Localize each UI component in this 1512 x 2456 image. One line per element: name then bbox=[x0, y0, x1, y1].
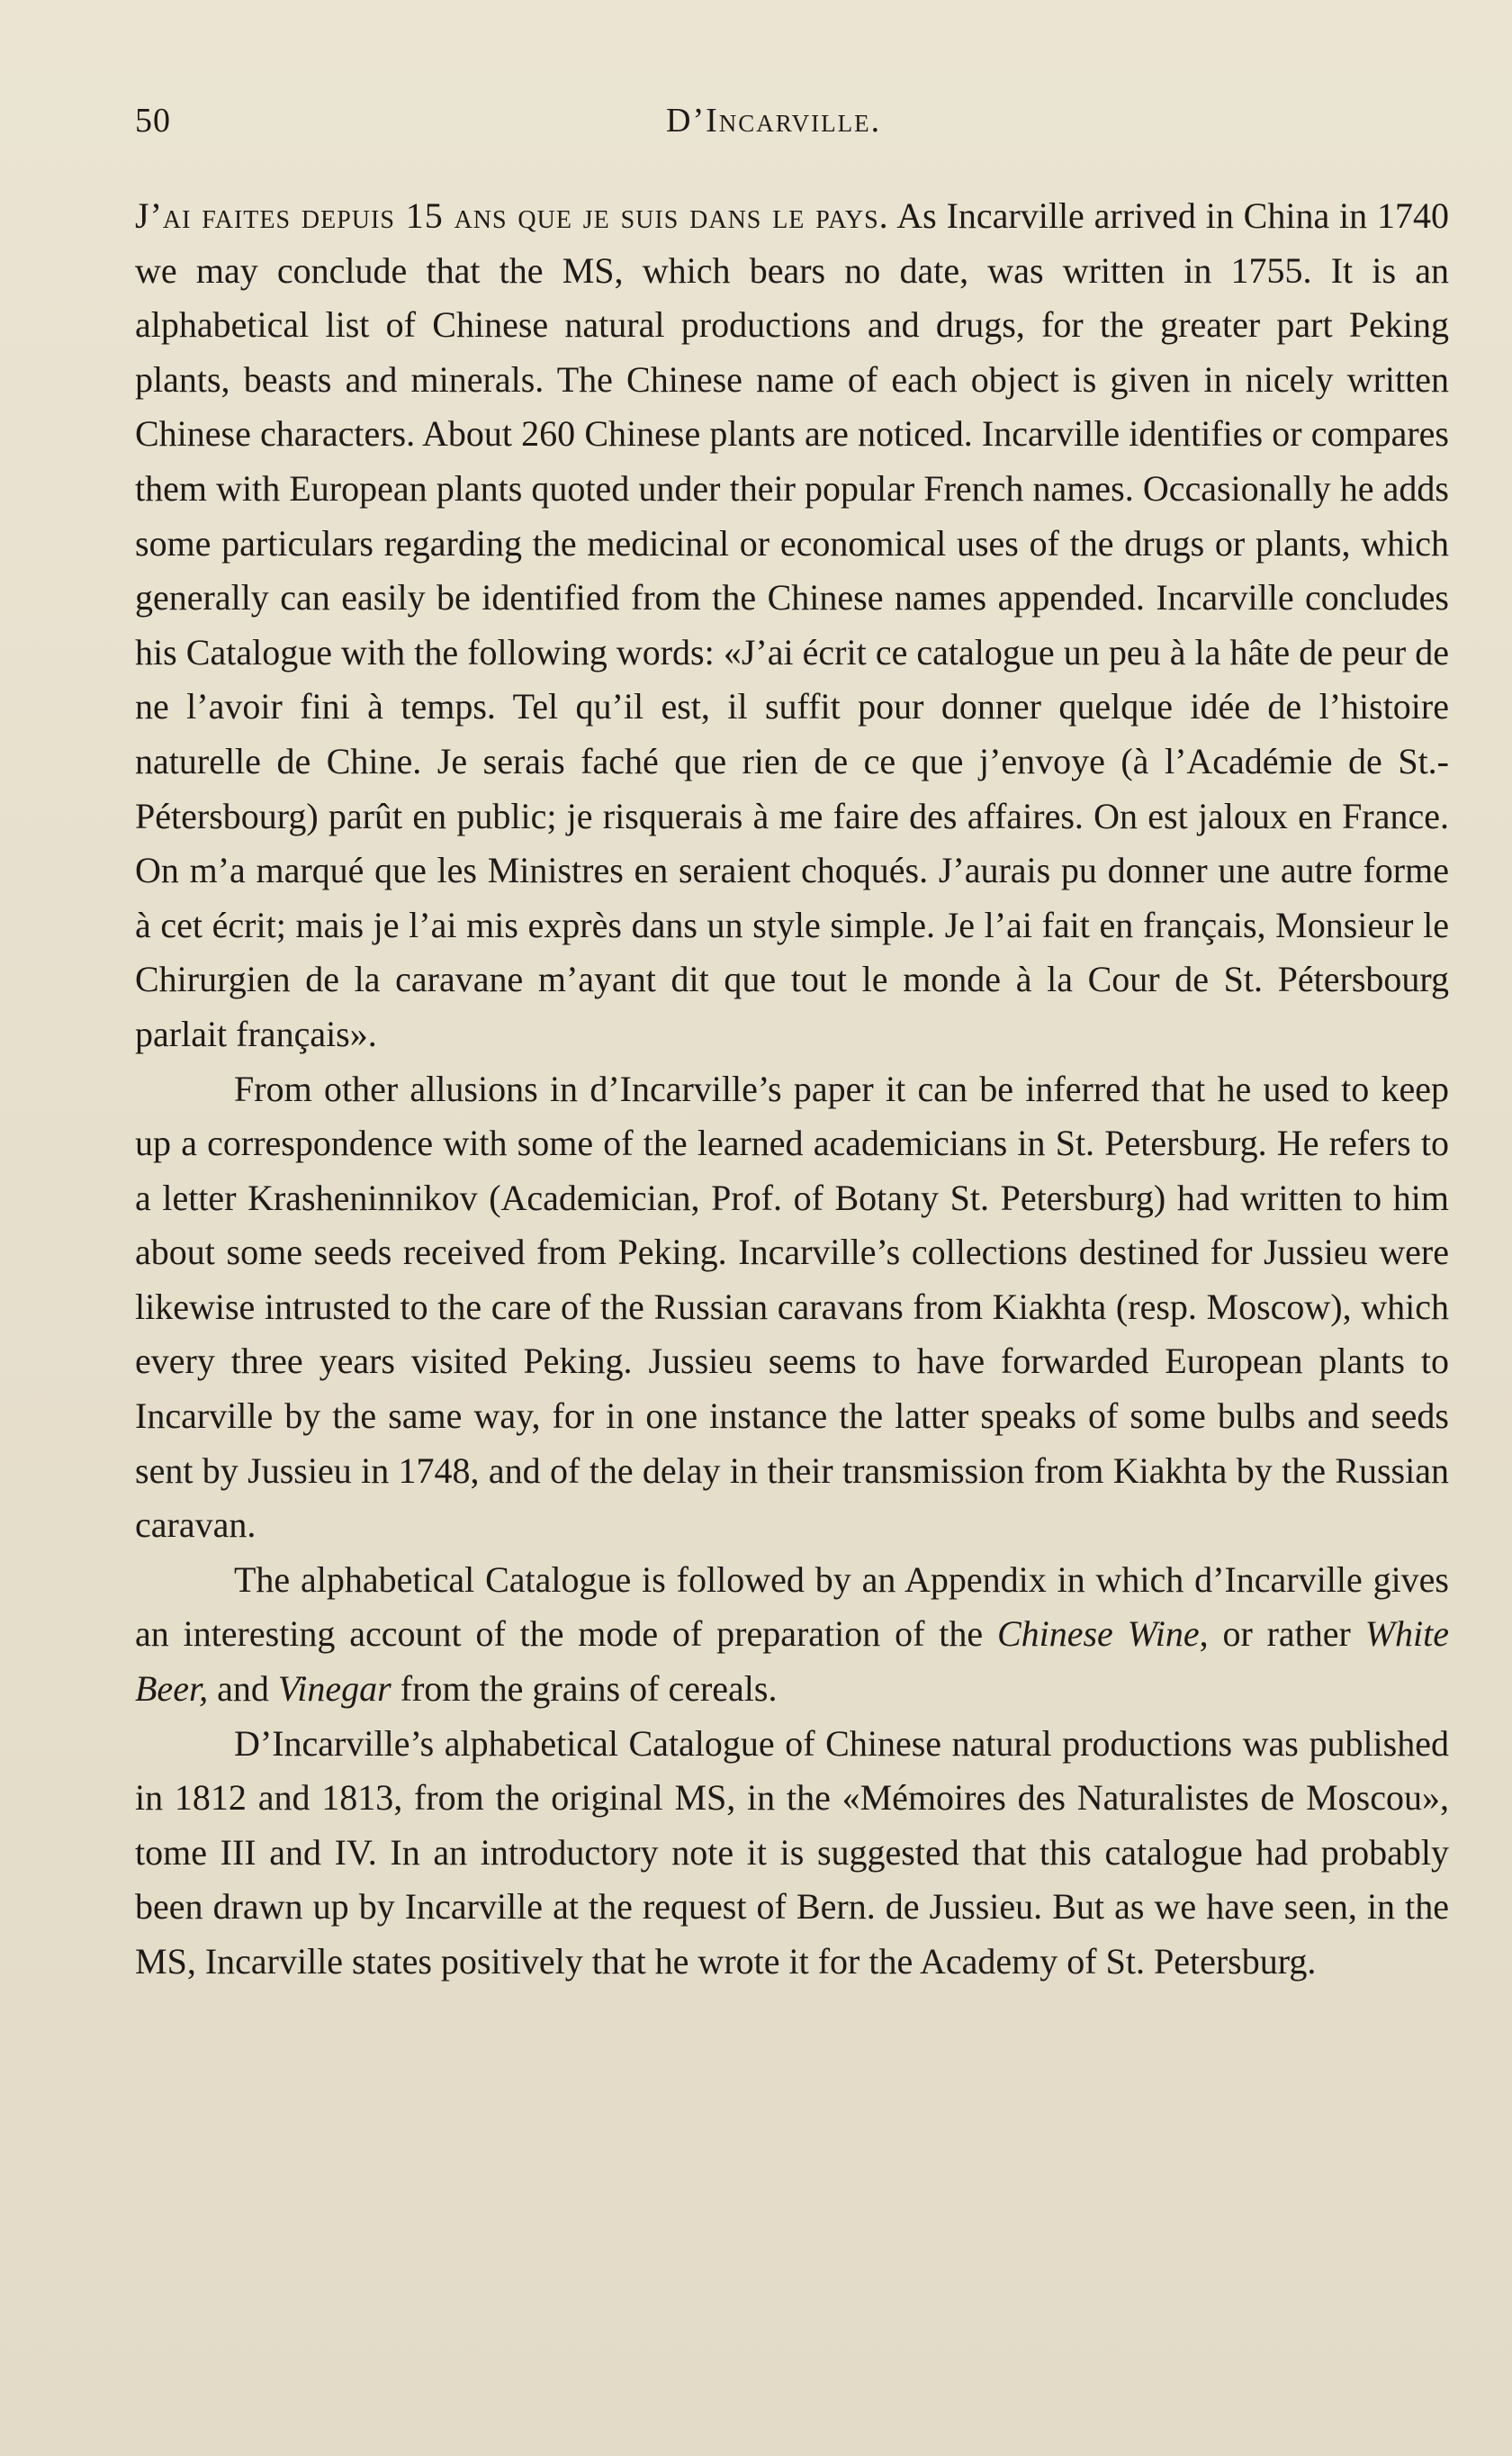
paragraph-2 bbox=[135, 1062, 1449, 1553]
body-text bbox=[135, 189, 1449, 1990]
page-number: 50 bbox=[135, 102, 171, 140]
paragraph-3-text-mid-2: and bbox=[208, 1668, 278, 1710]
paragraph-3-text-mid-1: , or rather bbox=[1199, 1613, 1365, 1655]
running-head: D’Incarville. bbox=[666, 102, 882, 140]
italic-white-beer: White Beer, bbox=[135, 1613, 1449, 1710]
paragraph-3-text-after: from the grains of cereals. bbox=[391, 1668, 778, 1710]
paragraph-3-text-before: The alphabetical Catalogue is followed by an Appendix in which d’Incarville gives an interesting account of the mode of preparation of the bbox=[135, 1558, 1449, 1655]
paragraph-4-text: D’Incarville’s alphabetical Catalogue of Chinese natural productions was published in 1812 and 1813, from the original MS, in the «Mémoires des Naturalistes de Moscou», tome III and IV. In an introductory note it is suggested that this catalogue had probably been drawn up by Incarville at the request of Bern. de Jussieu. But as we have seen, in the MS, Incarville states positively that he wrote it for the Academy of St. Petersburg. bbox=[135, 1722, 1449, 1982]
paragraph-1 bbox=[135, 189, 1449, 1062]
paragraph-4 bbox=[135, 1717, 1449, 1990]
paragraph-2-text: From other allusions in d’Incarville’s paper it can be inferred that he used to keep up a correspondence with some of the learned academicians in St. Petersburg. He refers to a letter Krasheninnikov (Academician, Prof. of Botany St. Petersburg) had written to him about some seeds received from Peking. Incarville’s collections destined for Jussieu were likewise intrusted to the care of the Russian caravans from Kiakhta (resp. Moscow), which every three years visited Peking. Jussieu seems to have forwarded European plants to Incarville by the same way, for in one instance the latter speaks of some bulbs and seeds sent by Jussieu in 1748, and of the delay in their transmission from Kiakhta by the Russian caravan. bbox=[135, 1068, 1449, 1546]
italic-chinese-wine: Chinese Wine bbox=[996, 1613, 1200, 1655]
paragraph-1-lead-caps: J’ai faites depuis 15 ans que je suis dans le pays. bbox=[135, 195, 889, 236]
page-header bbox=[135, 101, 1431, 155]
italic-vinegar: Vinegar bbox=[277, 1668, 392, 1710]
paragraph-1-text: As Incarville arrived in China in 1740 we may conclude that the MS, which bears no date, was written in 1755. It is an alphabetical list of Chinese natural productions and drugs, for the greater part Peking plants, beasts and minerals. The Chinese name of each object is given in nicely written Chinese characters. About 260 Chinese plants are noticed. Incarville identifies or compares them with European plants quoted under their popular French names. Occasionally he adds some particulars regarding the medicinal or economical uses of the drugs or plants, which generally can easily be identified from the Chinese names appended. Incarville concludes his Catalogue with the following words: «J’ai écrit ce catalogue un peu à la hâte de peur de ne l’avoir fini à temps. Tel qu’il est, il suffit pour donner quelque idée de l’histoire naturelle de Chine. Je serais faché que rien de ce que j’envoye (à l’Académie de St.-Pétersbourg) parût en public; je risquerais à me faire des affaires. On est jaloux en France. On m’a marqué que les Ministres en seraient choqués. J’aurais pu donner une autre forme à cet écrit; mais je l’ai mis exprès dans un style simple. Je l’ai fait en français, Monsieur le Chirurgien de la caravane m’ayant dit que tout le monde à la Cour de St. Pétersbourg parlait français». bbox=[135, 195, 1449, 1054]
paragraph-3 bbox=[135, 1553, 1449, 1717]
